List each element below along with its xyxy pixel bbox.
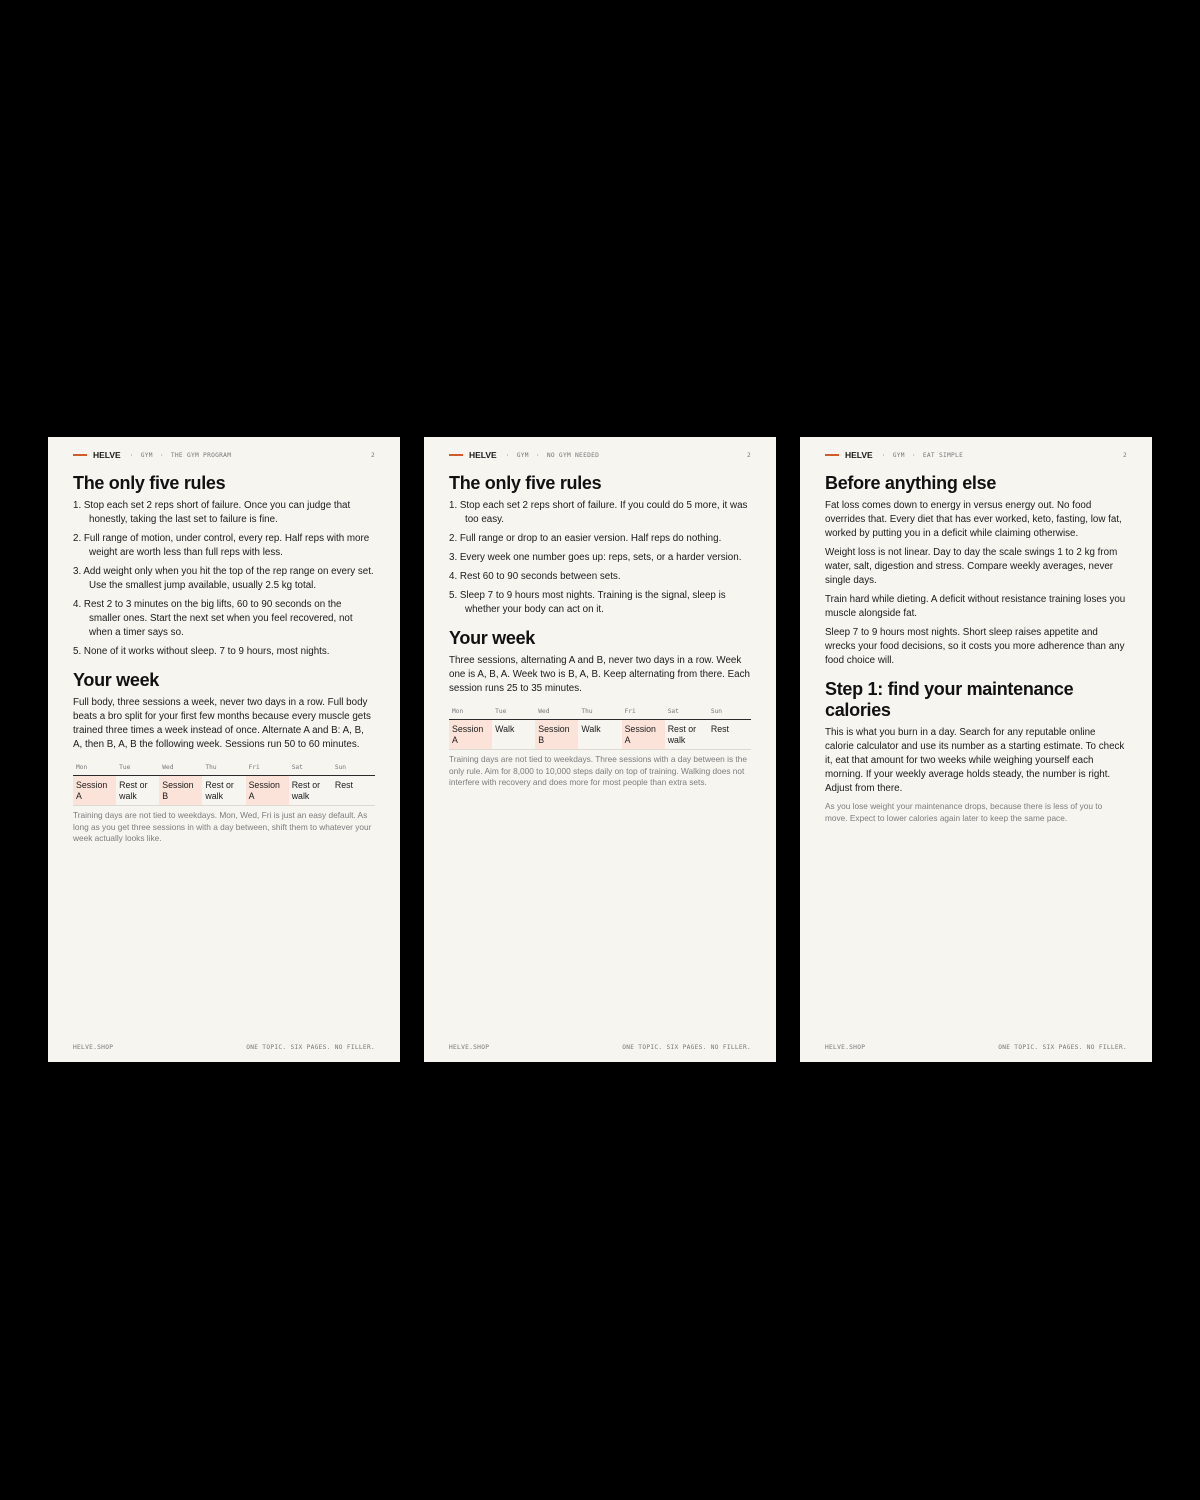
schedule-cell: Rest or walk [665, 720, 708, 750]
day-header-tue: Tue [492, 706, 535, 720]
document-page-gym-program [48, 437, 400, 1062]
week-description: Full body, three sessions a week, never two days in a row. Full body beats a bro split for your first few months because every muscle gets trained three times a week instead of once. Alternate A and B: A, B, A, then B, A, B the following week. Sessions run 50 to 60 minutes. [73, 697, 371, 750]
separator-dot: · [129, 451, 134, 459]
week-schedule-table [73, 762, 375, 806]
rule-item: 1. Stop each set 2 reps short of failure. If you could do 5 more, it was too easy. [449, 500, 748, 525]
breadcrumb-category: GYM [140, 451, 153, 459]
schedule-cell: Walk [492, 720, 535, 750]
page-footer [73, 1044, 375, 1051]
rule-item: 2. Full range or drop to an easier version. Half reps do nothing. [449, 533, 722, 544]
brand-name: HELVE [469, 450, 497, 460]
day-header-thu: Thu [578, 706, 621, 720]
rules-heading: The only five rules [449, 473, 602, 493]
rule-item: 2. Full range of motion, under control, every rep. Half reps with more weight are worth less than full reps with less. [73, 533, 370, 558]
rule-item: 1. Stop each set 2 reps short of failure. Once you can judge that honestly, taking the last set to failure is fine. [73, 500, 351, 525]
breadcrumb-title: EAT SIMPLE [922, 451, 964, 459]
day-header-thu: Thu [202, 762, 245, 776]
intro-paragraph: Fat loss comes down to energy in versus energy out. No food overrides that. Every diet that has ever worked, keto, fasting, low fat, worked by putting you in a deficit while claiming otherwise. [825, 500, 1122, 539]
day-header-mon: Mon [73, 762, 116, 776]
rule-item: 5. None of it works without sleep. 7 to 9 hours, most nights. [73, 646, 330, 657]
schedule-cell: Rest [708, 720, 751, 750]
day-header-sun: Sun [708, 706, 751, 720]
schedule-cell-session: Session B [159, 776, 202, 806]
rule-item: 4. Rest 60 to 90 seconds between sets. [449, 571, 621, 582]
schedule-note: Training days are not tied to weekdays. Mon, Wed, Fri is just an easy default. As long as you get three sessions in with a day between, shift them to whatever your week actually looks like. [73, 810, 372, 844]
day-header-sat: Sat [665, 706, 708, 720]
separator-dot: · [911, 451, 916, 459]
rule-item: 5. Sleep 7 to 9 hours most nights. Training is the signal, sleep is whether your body can act on it. [449, 590, 726, 615]
intro-paragraph: Weight loss is not linear. Day to day the scale swings 1 to 2 kg from water, salt, digestion and stress. Compare weekly averages, never single days. [825, 547, 1118, 586]
rule-item: 3. Add weight only when you hit the top of the rep range on every set. Use the smallest jump available, usually 2.5 kg total. [73, 566, 374, 591]
separator-dot: · [535, 451, 540, 459]
separator-dot: · [159, 451, 164, 459]
brand-name: HELVE [93, 450, 121, 460]
day-header-mon: Mon [449, 706, 492, 720]
rule-item: 4. Rest 2 to 3 minutes on the big lifts, 60 to 90 seconds on the smaller ones. Start the next set when you feel recovered, not when a timer says so. [73, 599, 353, 638]
schedule-cell: Rest or walk [289, 776, 332, 806]
week-heading: Your week [73, 670, 159, 690]
schedule-cell: Rest [332, 776, 375, 806]
page-number: 2 [1122, 451, 1127, 459]
maintenance-note: As you lose weight your maintenance drops, because there is less of you to move. Expect to lower calories again later to keep the same pace. [825, 801, 1103, 823]
brand-accent-bar [825, 454, 839, 456]
day-header-wed: Wed [159, 762, 202, 776]
document-page-eat-simple [800, 437, 1152, 1062]
week-description: Three sessions, alternating A and B, never two days in a row. Week one is A, B, A. Week two is B, A, B. Keep alternating from there. Each session runs 25 to 35 minutes. [449, 655, 750, 694]
schedule-cell-session: Session A [449, 720, 492, 750]
day-header-sat: Sat [289, 762, 332, 776]
breadcrumb-title: THE GYM PROGRAM [170, 451, 232, 459]
day-header-tue: Tue [116, 762, 159, 776]
schedule-cell-session: Session A [246, 776, 289, 806]
footer-tagline: ONE TOPIC. SIX PAGES. NO FILLER. [622, 1044, 751, 1051]
breadcrumb-title: NO GYM NEEDED [546, 451, 600, 459]
page-footer [449, 1044, 751, 1051]
page-header [449, 449, 751, 461]
breadcrumb-category: GYM [516, 451, 529, 459]
week-heading: Your week [449, 628, 535, 648]
schedule-cell-session: Session A [73, 776, 116, 806]
footer-site: HELVE.SHOP [449, 1044, 490, 1051]
schedule-cell: Rest or walk [116, 776, 159, 806]
schedule-cell-session: Session A [622, 720, 665, 750]
schedule-cell-session: Session B [535, 720, 578, 750]
intro-paragraph: Sleep 7 to 9 hours most nights. Short sleep raises appetite and wrecks your food decisions, so it costs you more adherence than any food choice will. [825, 627, 1125, 666]
breadcrumb-category: GYM [892, 451, 905, 459]
day-header-fri: Fri [246, 762, 289, 776]
week-schedule-table [449, 706, 751, 750]
schedule-cell: Walk [578, 720, 621, 750]
page-number: 2 [746, 451, 751, 459]
day-header-fri: Fri [622, 706, 665, 720]
footer-tagline: ONE TOPIC. SIX PAGES. NO FILLER. [998, 1044, 1127, 1051]
rules-list [449, 499, 751, 617]
separator-dot: · [505, 451, 510, 459]
day-header-wed: Wed [535, 706, 578, 720]
document-page-no-gym-needed [424, 437, 776, 1062]
rule-item: 3. Every week one number goes up: reps, sets, or a harder version. [449, 552, 742, 563]
day-header-sun: Sun [332, 762, 375, 776]
page-footer [825, 1044, 1127, 1051]
brand-accent-bar [449, 454, 463, 456]
separator-dot: · [881, 451, 886, 459]
intro-heading: Before anything else [825, 473, 997, 493]
schedule-note: Training days are not tied to weekdays. Three sessions with a day between is the only rule. Aim for 8,000 to 10,000 steps daily on top of training. Walking does not interfere with recovery and does more for most people than extra sets. [449, 754, 747, 788]
intro-paragraph: Train hard while dieting. A deficit without resistance training loses you muscle alongside fat. [825, 594, 1126, 619]
brand-accent-bar [73, 454, 87, 456]
step-heading: Step 1: find your maintenance calories [825, 679, 1074, 720]
page-number: 2 [370, 451, 375, 459]
page-header [825, 449, 1127, 461]
schedule-cell: Rest or walk [202, 776, 245, 806]
step-description: This is what you burn in a day. Search for any reputable online calorie calculator and use its number as a starting estimate. To check it, eat that amount for two weeks while weighing yourself each morning. If your weekly average holds steady, the number is right. Adjust from there. [825, 727, 1125, 794]
footer-tagline: ONE TOPIC. SIX PAGES. NO FILLER. [246, 1044, 375, 1051]
rules-list [73, 499, 375, 659]
rules-heading: The only five rules [73, 473, 226, 493]
brand-name: HELVE [845, 450, 873, 460]
footer-site: HELVE.SHOP [73, 1044, 114, 1051]
page-header [73, 449, 375, 461]
footer-site: HELVE.SHOP [825, 1044, 866, 1051]
